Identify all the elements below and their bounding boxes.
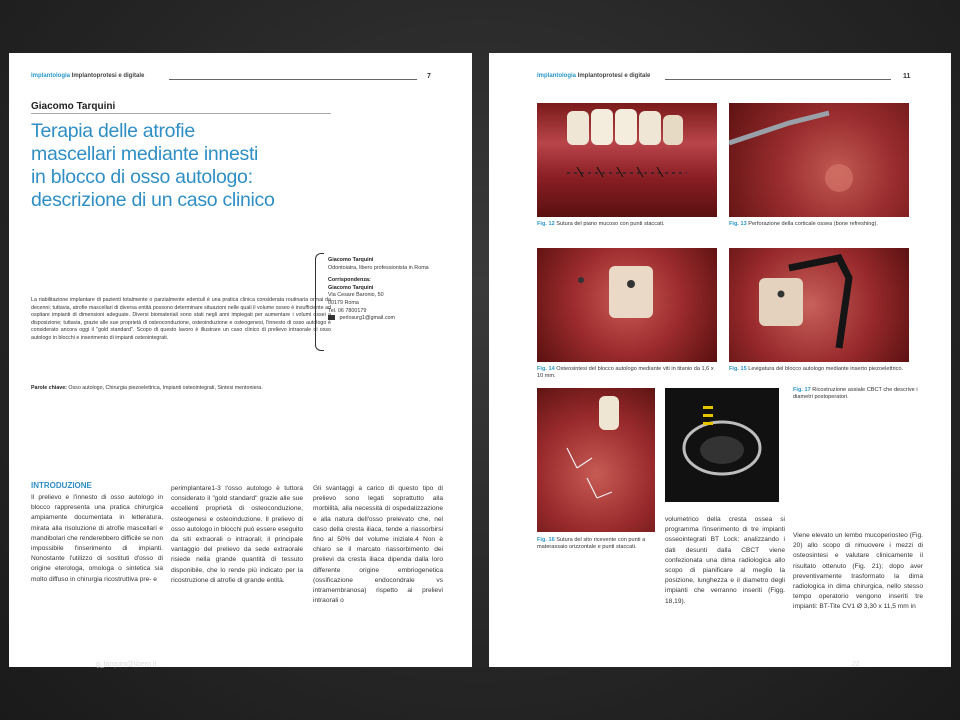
header-subtitle: Implantoprotesi e digitale xyxy=(71,73,145,79)
slide-number: 22 xyxy=(852,661,860,668)
figure-14-photo xyxy=(537,248,717,362)
keywords xyxy=(31,385,331,393)
figure-15-photo xyxy=(729,248,909,362)
caption-text: Levigatura del blocco autologo mediante inserto piezoelettrico. xyxy=(748,366,904,372)
header-rule xyxy=(169,79,417,80)
figure-label: Fig. 12 xyxy=(537,221,555,227)
title-line: mascellari mediante innesti xyxy=(31,143,259,165)
keywords-label: Parole chiave: xyxy=(31,385,67,391)
figure-12-caption xyxy=(537,221,717,228)
figure-13-caption xyxy=(729,221,909,228)
figure-label: Fig. 14 xyxy=(537,366,555,372)
header-rule xyxy=(665,79,891,80)
cbct-scan-illustration xyxy=(665,388,779,502)
caption-text: Sutura del sito ricevente con punti a materassaio orizzontale e punti staccati. xyxy=(537,537,646,551)
body-column-3 xyxy=(793,531,923,613)
surgical-instrument xyxy=(729,103,909,217)
figure-16-photo xyxy=(537,388,655,532)
right-article-page xyxy=(489,53,951,667)
body-text: Gli svantaggi a carico di questo tipo di prelievo sono legati soprattutto alla morbilità, alla necessità di ospedalizzazione e alla natura dell'osso prelevato che, nel caso della cresta iliaca, tende a riassorbirsi fino al 50% del volume iniziale.4 Non è chiaro se il marcato riassorbimento dei prelievi da cresta iliaca dipenda dalla loro differente origine embriogenetica (ossificazione endocondrale vs intramembranosa) rispetto ai prelievi intraorali o xyxy=(313,485,443,605)
figure-label: Fig. 16 xyxy=(537,537,555,543)
author-name: Giacomo Tarquini xyxy=(31,101,116,112)
caption-text: Perforazione della corticale ossea (bone refreshing). xyxy=(748,221,878,227)
author-contact xyxy=(328,257,468,323)
figure-14-caption xyxy=(537,366,717,380)
page-number: 11 xyxy=(903,73,911,80)
figure-label: Fig. 13 xyxy=(729,221,747,227)
figure-label: Fig. 15 xyxy=(729,366,747,372)
header-brand: Implantologia xyxy=(31,73,70,79)
bottom-email[interactable]: g_tarquini@libero.it xyxy=(96,661,157,668)
correspondence-label: Corrispondenza: xyxy=(328,277,371,284)
contact-role: Odontoiatra, libero professionista in Roma xyxy=(328,264,429,271)
body-text: Viene elevato un lembo mucoperiosteo (Fig. 20) allo scopo di rimuovere i mezzi di osteosintesi e valutare clinicamente il risultato ottenuto (Fig. 21); dopo aver preventivamente trasformato la dima radiologica in dima chirurgica, nello stesso tempo operatorio vengono inseriti tre impianti: BT-Tite CV1 Ø 3,30 x 11,5 mm in xyxy=(793,532,923,611)
caption-text: Osteosintesi del blocco autologo mediante viti in titanio da 1,6 x 10 mm. xyxy=(537,366,714,380)
caption-text: Sutura del piano mucoso con punti staccati. xyxy=(556,221,665,227)
body-text: Il prelievo e l'innesto di osso autologo in blocco rappresenta una pratica chirurgica ampiamente documentata in letteratura, mirata alla risoluzione di atrofie mascellari e mandibolari che renderebbero difficile se non impossibile l'inserimento di impianti. Nonostante l'utilizzo di sostituti d'osso di origine eterologa, omologa o sintetica sia molto diffuso in chirurgia ricostruttiva pre- e xyxy=(31,494,163,583)
sutures-illustration xyxy=(537,388,655,532)
page-header xyxy=(537,73,650,79)
left-article-page xyxy=(9,53,472,667)
figure-17-caption xyxy=(793,387,933,401)
body-column-3 xyxy=(313,484,443,606)
contact-name: Giacomo Tarquini xyxy=(328,257,374,263)
body-column-2 xyxy=(171,484,303,586)
title-line: descrizione di un caso clinico xyxy=(31,189,275,211)
page-number: 7 xyxy=(427,73,431,80)
contact-email[interactable]: perlosurg1@gmail.com xyxy=(339,315,396,322)
header-brand: Implantologia xyxy=(537,73,576,79)
figure-13-photo xyxy=(729,103,909,217)
article-title xyxy=(31,113,331,212)
title-line: in blocco di osso autologo: xyxy=(31,166,253,188)
figure-label: Fig. 17 xyxy=(793,387,811,393)
figure-17-cbct-image xyxy=(665,388,779,502)
caption-text: Ricostruzione assiale CBCT che descrive i diametri postoperatori. xyxy=(793,387,918,401)
section-heading: INTRODUZIONE xyxy=(31,481,92,490)
body-text: volumetrico della cresta ossea si programma l'inserimento di tre impianti osseointegrati BT Lock: analizzando i dati desunti dalla CBCT viene confezionata una dima radiologica allo scopo di pianificare al meglio la posizione, lunghezza e il diametro degli impianti che verranno inseriti (Figg. 18,19). xyxy=(665,516,785,605)
figure-15-caption xyxy=(729,366,909,373)
contact-street: Via Cesare Baronio, 50 xyxy=(328,292,384,299)
correspondence-name: Giacomo Tarquini xyxy=(328,284,374,291)
abstract-text: La riabilitazione implantare di pazienti totalmente o parzialmente edentuli è una pratica clinica considerata routinaria ormai da decenni; tuttavia, atrofie mascellari di diversa entità possono determinare situazioni nelle quali il volume osseo è insufficiente ad ospitare impianti di dimensioni adeguate. Diversi biomateriali sono stati negli anni impiegati per aumentare i volumi ossei a disposizione; tuttavia, grazie alle sue proprietà di osteoconduzione, osteoinduzione e osteogenesi, l'innesto di osso autologo è considerato ancora oggi il "gold standard". Scopo di questo lavoro è illustrare un caso clinico di prelievo intraorale di osso autologo in blocchi e inserimento di impianti osteointegrati. xyxy=(31,297,331,341)
contact-city: 00179 Roma xyxy=(328,299,359,306)
title-line: Terapia delle atrofie xyxy=(31,120,195,142)
figure-12-photo xyxy=(537,103,717,217)
bone-block-illustration xyxy=(537,248,717,362)
body-text: perimplantare1-3 l'osso autologo è tuttora considerato il "gold standard" grazie alle sue eccellenti proprietà di osteoconduzione, osteogenesi e osteoinduzione. Il prelievo di osso autologo in blocchi può essere eseguito da siti extraorali o intraorali; il principale vantaggio del prelievo da sede extraorale risiede nella grande quantità di tessuto disponibile, che lo rende più indicato per la ricostruzione di atrofie di grande entità. xyxy=(171,485,303,584)
page-header xyxy=(31,73,144,79)
body-column-2 xyxy=(665,515,785,607)
teeth-illustration xyxy=(537,103,717,217)
contact-phone: Tel. 06 7800179 xyxy=(328,307,367,314)
body-column-1 xyxy=(31,493,163,585)
header-subtitle: Implantoprotesi e digitale xyxy=(577,73,651,79)
piezo-insert-illustration xyxy=(729,248,909,362)
figure-16-caption xyxy=(537,537,657,551)
keywords-list: Osso autologo, Chirurgia piezoelettrica, Impianti osteointegrati, Sintesi mentoniera. xyxy=(68,385,263,391)
